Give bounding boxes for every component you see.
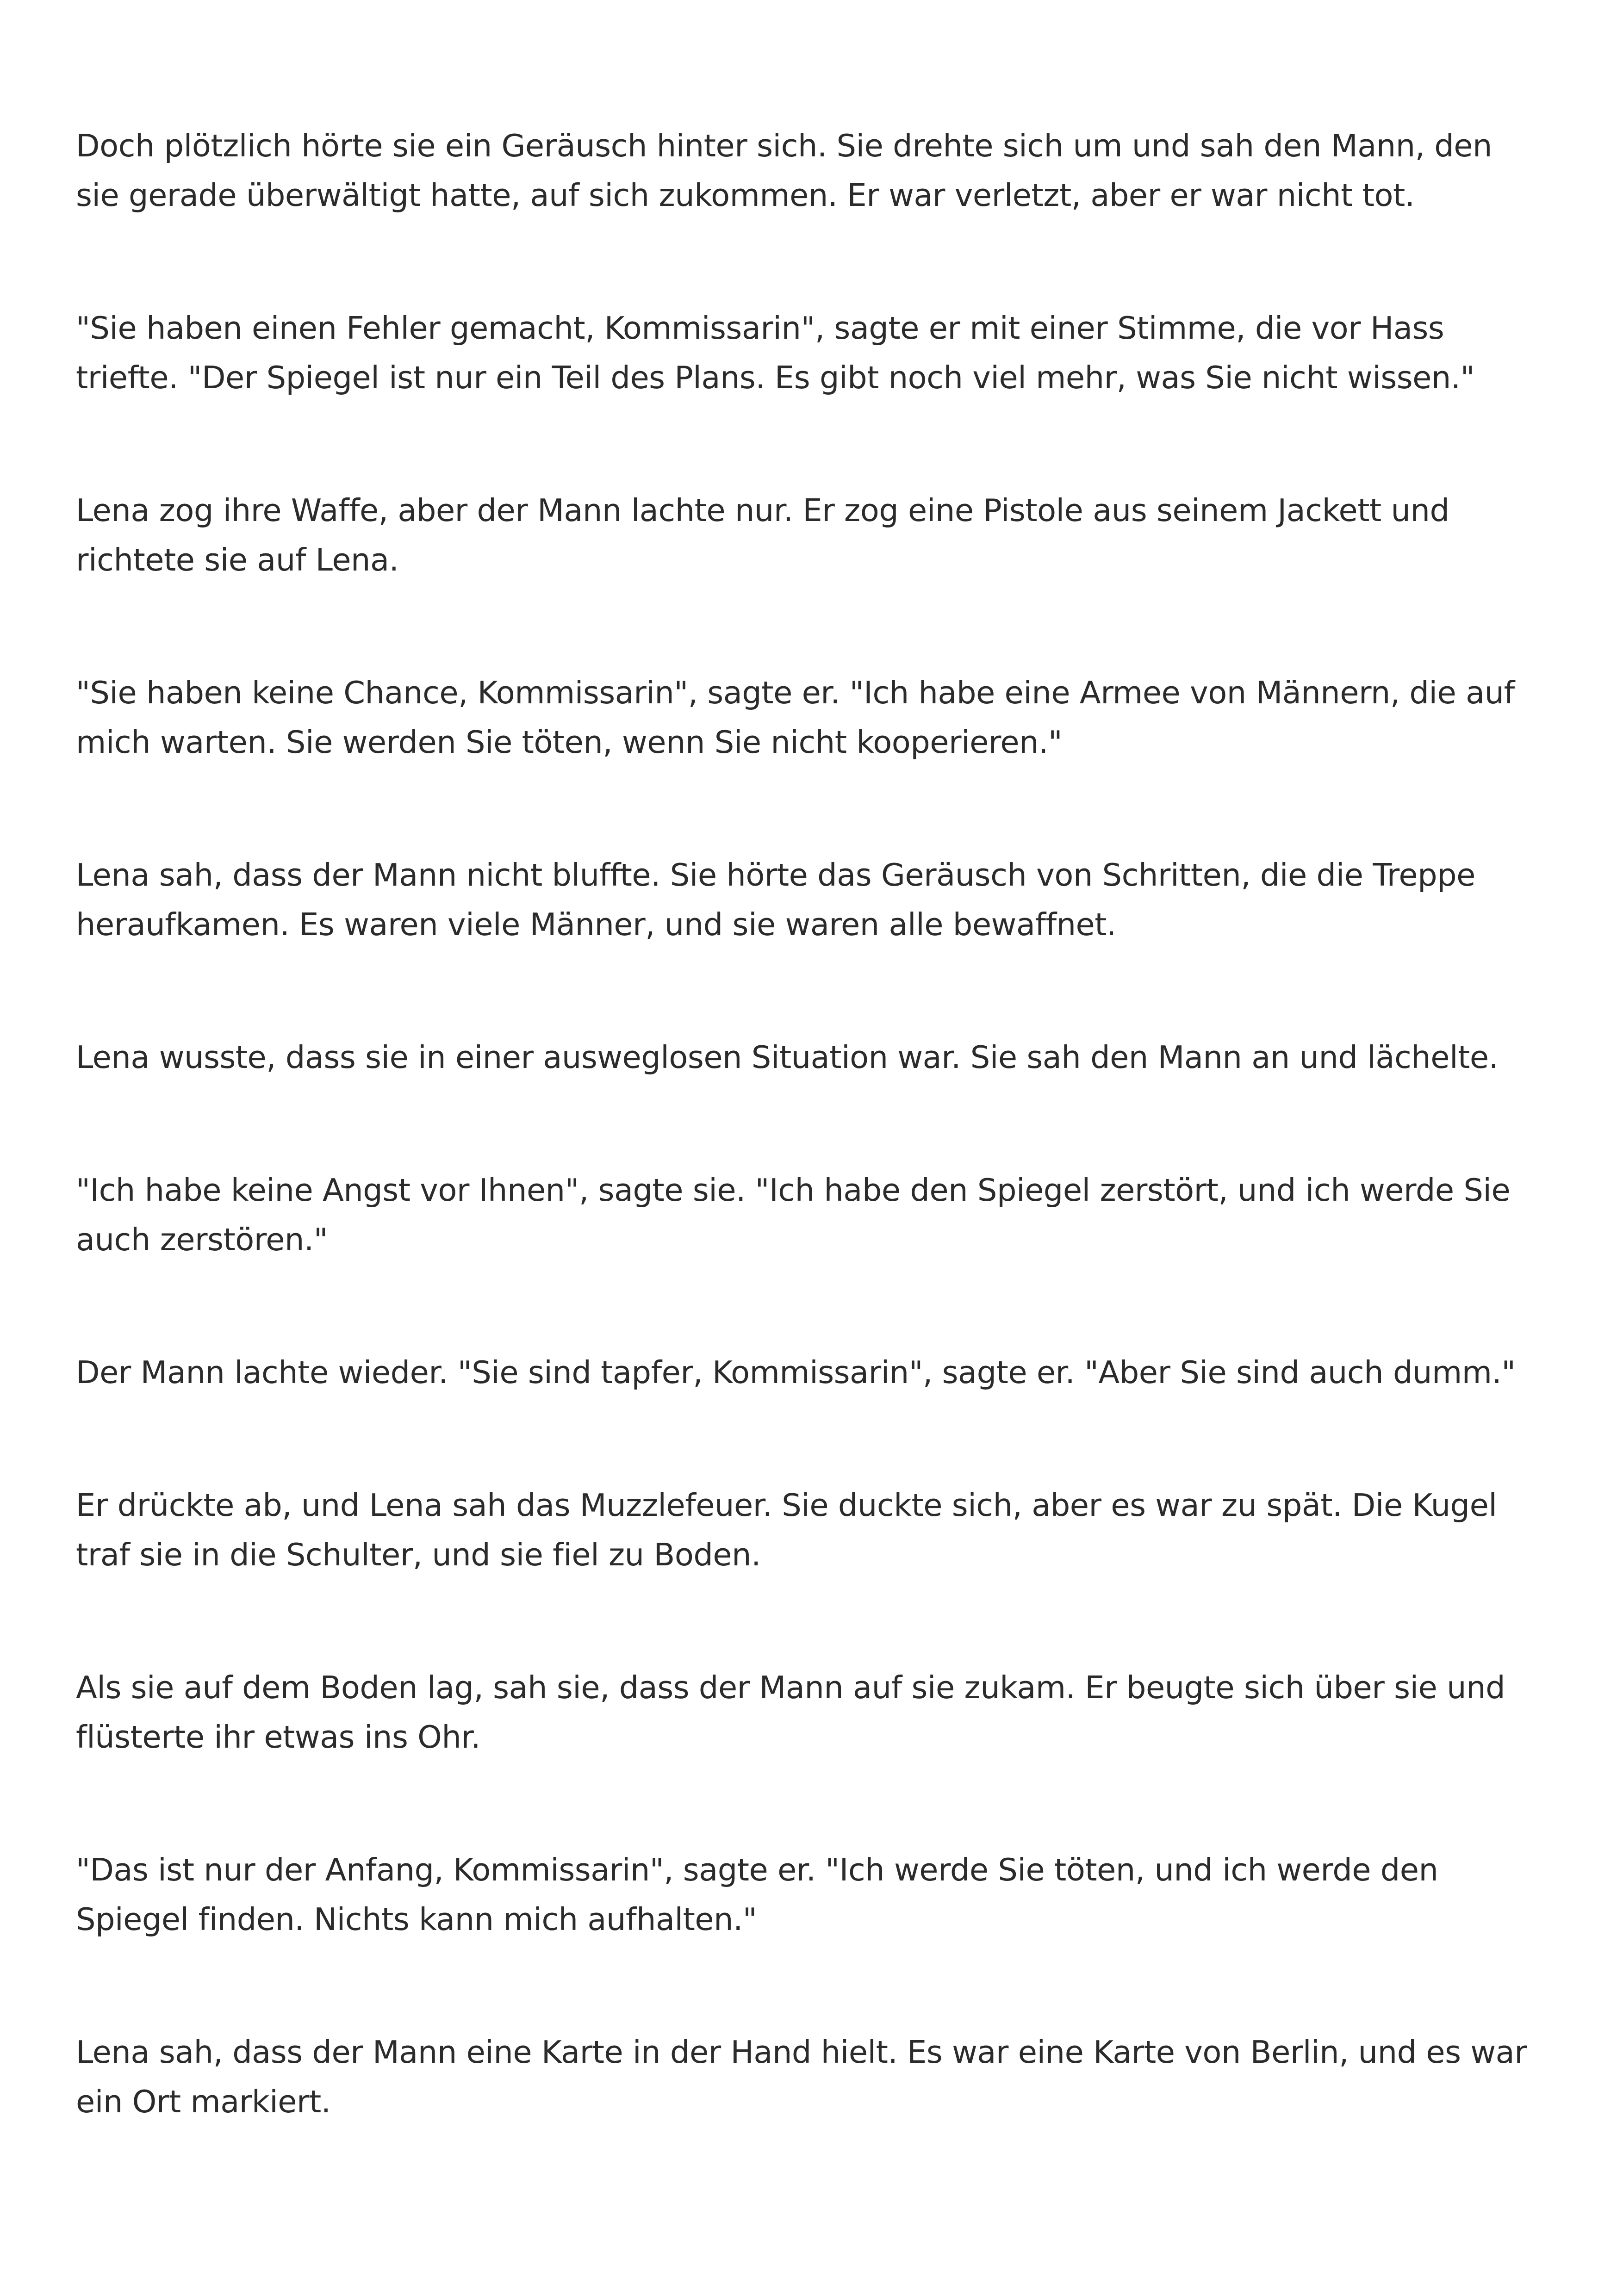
paragraph-12: [76, 2028, 1557, 2127]
paragraph-4-line-1: "Sie haben keine Chance, Kommissarin", sagte er. "Ich habe eine Armee von Männern, die auf: [76, 675, 1515, 711]
paragraph-1-line-1: Doch plötzlich hörte sie ein Geräusch hinter sich. Sie drehte sich um und sah den Mann, den: [76, 128, 1492, 164]
paragraph-5-line-2: heraufkamen. Es waren viele Männer, und sie waren alle bewaffnet.: [76, 906, 1116, 943]
paragraph-11-line-2: Spiegel finden. Nichts kann mich aufhalten.": [76, 1901, 757, 1937]
paragraph-7-line-1: "Ich habe keine Angst vor Ihnen", sagte sie. "Ich habe den Spiegel zerstört, und ich werde Sie: [76, 1172, 1511, 1208]
paragraph-4: [76, 668, 1557, 767]
paragraph-7-line-2: auch zerstören.": [76, 1222, 328, 1258]
paragraph-11-line-1: "Das ist nur der Anfang, Kommissarin", sagte er. "Ich werde Sie töten, und ich werde den: [76, 1852, 1438, 1888]
paragraph-2: [76, 304, 1557, 403]
paragraph-10: [76, 1663, 1557, 1762]
paragraph-1: [76, 121, 1557, 220]
paragraph-6: [76, 1033, 1557, 1082]
paragraph-5: [76, 850, 1557, 949]
paragraph-9-line-2: traf sie in die Schulter, und sie fiel zu Boden.: [76, 1537, 761, 1573]
paragraph-4-line-2: mich warten. Sie werden Sie töten, wenn Sie nicht kooperieren.": [76, 724, 1063, 760]
paragraph-7: [76, 1166, 1557, 1265]
paragraph-5-line-1: Lena sah, dass der Mann nicht bluffte. Sie hörte das Geräusch von Schritten, die die Treppe: [76, 857, 1475, 893]
paragraph-11: [76, 1845, 1557, 1944]
paragraph-6-line-1: Lena wusste, dass sie in einer ausweglosen Situation war. Sie sah den Mann an und lächelte.: [76, 1039, 1499, 1075]
paragraph-9: [76, 1481, 1557, 1580]
paragraph-1-line-2: sie gerade überwältigt hatte, auf sich zukommen. Er war verletzt, aber er war nicht tot.: [76, 177, 1415, 213]
paragraph-3-line-1: Lena zog ihre Waffe, aber der Mann lachte nur. Er zog eine Pistole aus seinem Jackett und: [76, 492, 1449, 528]
paragraph-10-line-2: flüsterte ihr etwas ins Ohr.: [76, 1719, 481, 1755]
paragraph-3-line-2: richtete sie auf Lena.: [76, 542, 399, 578]
story-text: [76, 121, 1557, 2127]
paragraph-2-line-1: "Sie haben einen Fehler gemacht, Kommissarin", sagte er mit einer Stimme, die vor Hass: [76, 310, 1444, 346]
paragraph-2-line-2: triefte. "Der Spiegel ist nur ein Teil des Plans. Es gibt noch viel mehr, was Sie nicht wissen.": [76, 360, 1474, 396]
paragraph-8-line-1: Der Mann lachte wieder. "Sie sind tapfer, Kommissarin", sagte er. "Aber Sie sind auch dumm.": [76, 1354, 1516, 1390]
paragraph-8: [76, 1348, 1557, 1397]
paragraph-12-line-1: Lena sah, dass der Mann eine Karte in der Hand hielt. Es war eine Karte von Berlin, und es war: [76, 2034, 1527, 2070]
paragraph-9-line-1: Er drückte ab, und Lena sah das Muzzlefeuer. Sie duckte sich, aber es war zu spät. Die Kugel: [76, 1487, 1497, 1523]
paragraph-12-line-2: ein Ort markiert.: [76, 2084, 331, 2120]
paragraph-10-line-1: Als sie auf dem Boden lag, sah sie, dass der Mann auf sie zukam. Er beugte sich über sie und: [76, 1669, 1505, 1706]
paragraph-3: [76, 486, 1557, 585]
